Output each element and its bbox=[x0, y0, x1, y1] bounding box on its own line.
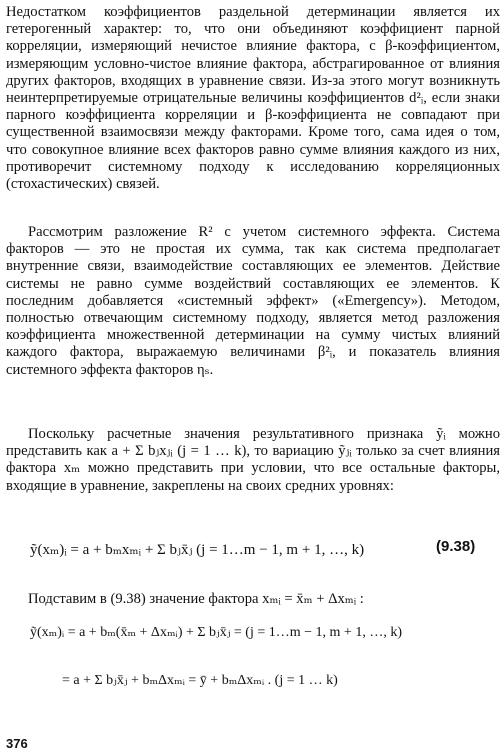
paragraph-1: Недостатком коэффициентов раздельной детерминации является их гетерогенный характер: то, что они объединяют коэффициент парной корреляции, измеряющий нечистое влияние фактора, с β-коэффициентом, измеряющим условно-чистое влияние фактора, абстрагированное от влияния других факторов, входящих в уравнение связи. Из-за этого могут возникнуть неинтерпретируемые отрицательные величины коэффициентов d²ᵢ, если знаки парного коэффициента корреляции и β-коэффициента не совпадают при существенной взаимосвязи между факторами. Кроме того, сама идея о том, что совокупное влияние всех факторов равно сумме влияния каждого из них, противоречит системному подходу к исследованию корреляционных (стохастических) связей. bbox=[6, 4, 500, 193]
equation-substitution-line2: = a + Σ bⱼx̄ⱼ + bₘΔxₘᵢ = ȳ + bₘΔxₘᵢ . (j = 1 … k) bbox=[62, 673, 338, 688]
equation-substitution-line1: ỹ(xₘ)ᵢ = a + bₘ(x̄ₘ + Δxₘᵢ) + Σ bⱼx̄ⱼ = (j = 1…m − 1, m + 1, …, k) bbox=[30, 625, 402, 640]
equation-9-38: ỹ(xₘ)ᵢ = a + bₘxₘᵢ + Σ bⱼx̄ⱼ (j = 1…m − 1, m + 1, …, k) bbox=[30, 542, 365, 558]
equation-number: (9.38) bbox=[436, 538, 476, 555]
page-number: 376 bbox=[6, 736, 28, 751]
paragraph-4: Подставим в (9.38) значение фактора xₘᵢ = x̄ₘ + Δxₘᵢ : bbox=[28, 591, 364, 607]
paragraph-2: Рассмотрим разложение R² с учетом системного эффекта. Система факторов — это не простая их сумма, так как система предполагает внутренние связи, взаимодействие составляющих ее элементов. Действие системы не равно сумме воздействий составляющих ее элементов. К последним добавляется «системный эффект» («Emergency»). Методом, полностью отвечающим системному подходу, является метод разложения коэффициента множественной детерминации на сумму чистых влияний каждого фактора, выражаемую величинами β²ᵢ, и показатель влияния системного эффекта факторов ηₛ. bbox=[6, 224, 500, 378]
paragraph-3: Поскольку расчетные значения результативного признака ỹᵢ можно представить как a + Σ bⱼxⱼᵢ (j = 1 … k), то вариацию ỹⱼᵢ только за счет влияния фактора xₘ можно представить при условии, что все остальные факторы, входящие в уравнение, закреплены на своих средних уровнях: bbox=[6, 426, 500, 494]
